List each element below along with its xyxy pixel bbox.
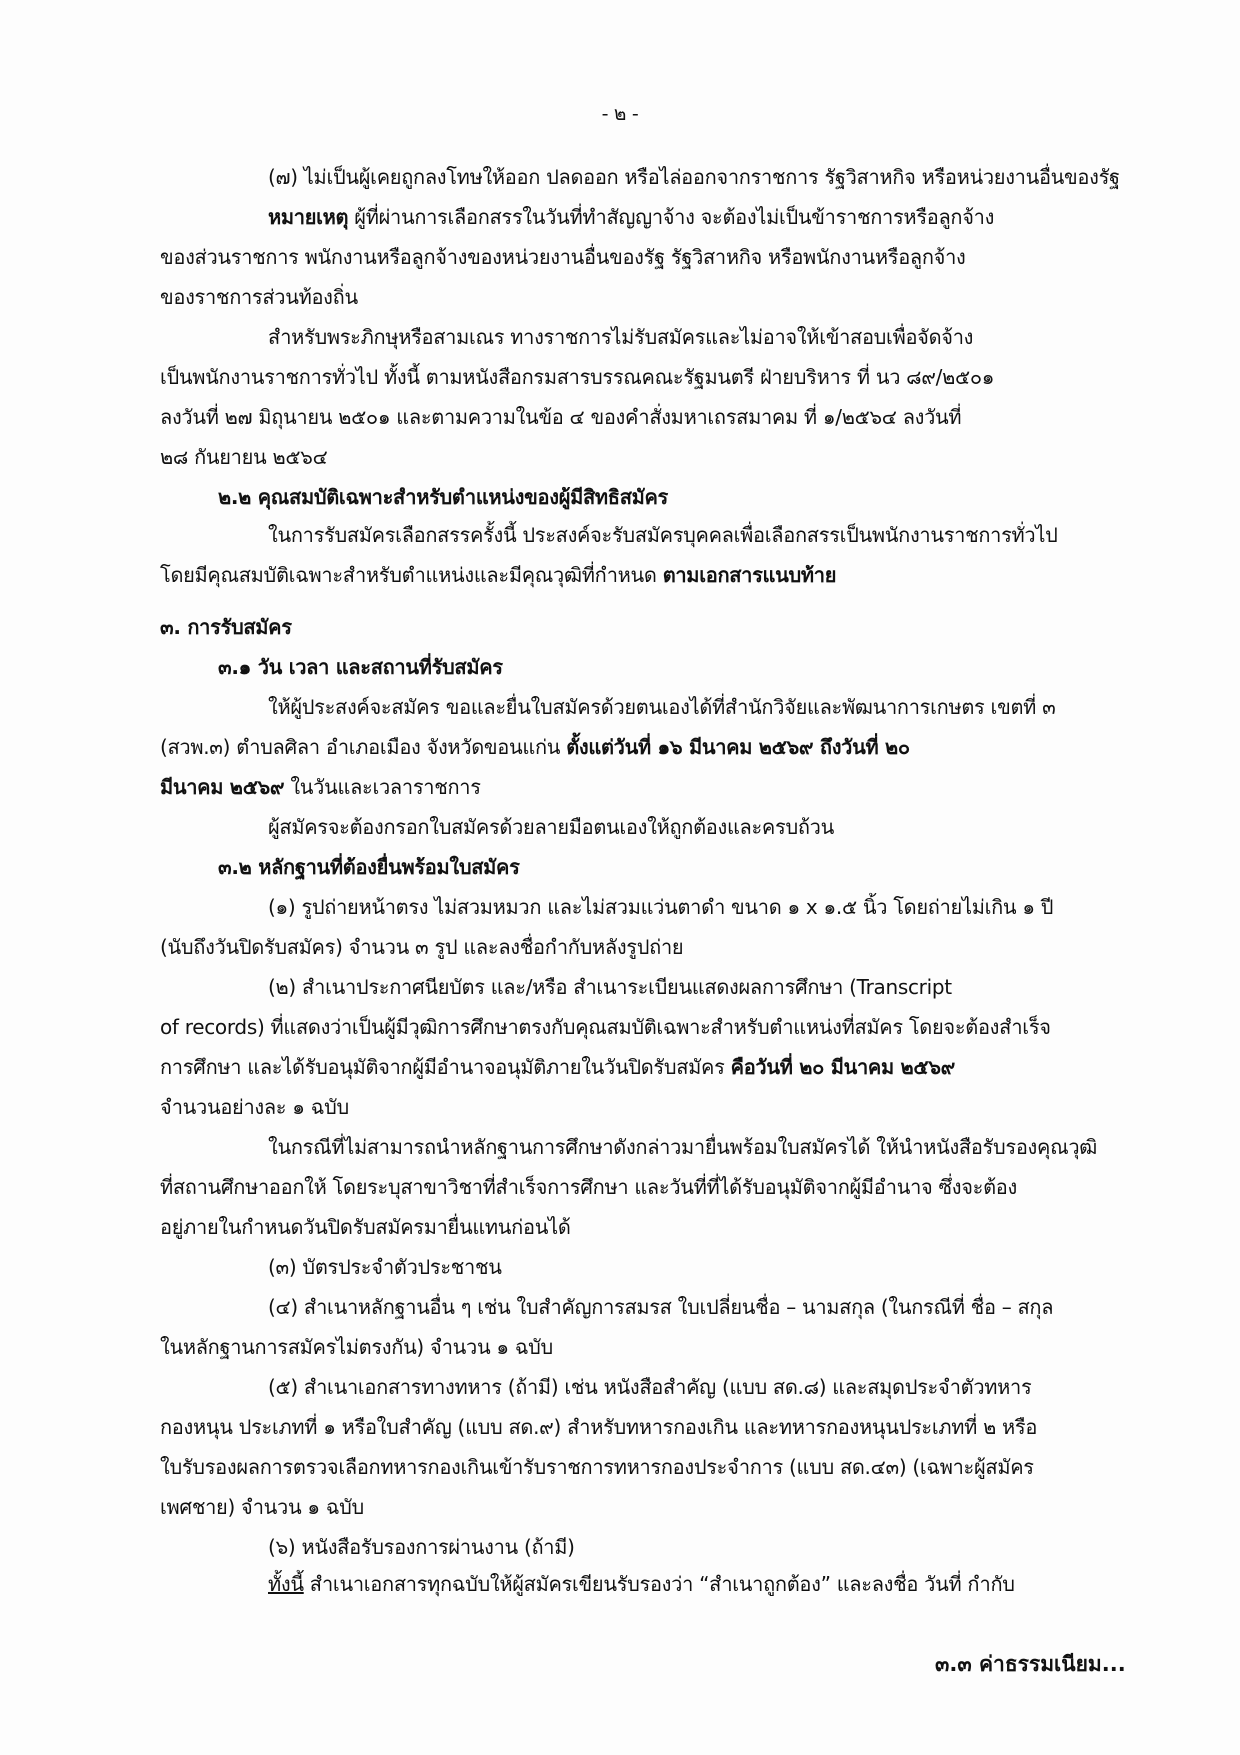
alt-para-line-1: ในกรณีที่ไม่สามารถนำหลักฐานการศึกษาดังกล่าวมายื่นพร้อมใบสมัครได้ ให้นำหนังสือรับรองคุณวุฒิ <box>268 1135 1098 1159</box>
office-hours-text: ในวันและเวลาราชการ <box>284 775 481 799</box>
section-2-2-line-2 <box>160 561 836 589</box>
section-3-2-heading: ๓.๒ หลักฐานที่ต้องยื่นพร้อมใบสมัคร <box>218 855 520 879</box>
closing-underlined: ทั้งนี้ <box>268 1572 304 1596</box>
item-2-line-3 <box>160 1053 955 1081</box>
item-5-line-3: ใบรับรองผลการตรวจเลือกทหารกองเกินเข้ารับราชการทหารกองประจำการ (แบบ สด.๔๓) (เฉพาะผู้สมัคร <box>160 1455 1034 1479</box>
alt-para-line-3: อยู่ภายในกำหนดวันปิดรับสมัครมายื่นแทนก่อนได้ <box>160 1215 571 1239</box>
application-end-date: มีนาคม ๒๕๖๙ <box>160 775 285 799</box>
section-2-2-line-1: ในการรับสมัครเลือกสรรครั้งนี้ ประสงค์จะรับสมัครบุคคลเพื่อเลือกสรรเป็นพนักงานราชการทั่วไป <box>268 523 1058 547</box>
item-5-line-4: เพศชาย) จำนวน ๑ ฉบับ <box>160 1495 364 1519</box>
item-5-line-2: กองหนุน ประเภทที่ ๑ หรือใบสำคัญ (แบบ สด.๙) สำหรับทหารกองเกิน และทหารกองหนุนประเภทที่ ๒ หรือ <box>160 1415 1038 1439</box>
note-line-1 <box>268 203 1130 231</box>
item-4-line-2: ในหลักฐานการสมัครไม่ตรงกัน) จำนวน ๑ ฉบับ <box>160 1335 553 1359</box>
section-3-1-line-1: ให้ผู้ประสงค์จะสมัคร ขอและยื่นใบสมัครด้วยตนเองได้ที่สำนักวิจัยและพัฒนาการเกษตร เขตที่ ๓ <box>268 695 1056 719</box>
section-2-2-heading: ๒.๒ คุณสมบัติเฉพาะสำหรับตำแหน่งของผู้มีสิทธิสมัคร <box>218 485 669 509</box>
monk-line-2: เป็นพนักงานราชการทั่วไป ทั้งนี้ ตามหนังสือกรมสารบรรณคณะรัฐมนตรี ฝ่ายบริหาร ที่ นว ๘๙/๒๕๐๑ <box>160 365 995 389</box>
item-2-line-1: (๒) สำเนาประกาศนียบัตร และ/หรือ สำเนาระเบียนแสดงผลการศึกษา (Transcript <box>268 975 952 999</box>
alt-para-line-2: ที่สถานศึกษาออกให้ โดยระบุสาขาวิชาที่สำเร็จการศึกษา และวันที่ที่ได้รับอนุมัติจากผู้มีอำนาจ ซึ่งจะต้อง <box>160 1175 1017 1199</box>
section-3-heading: ๓. การรับสมัคร <box>160 615 292 639</box>
application-period: ตั้งแต่วันที่ ๑๖ มีนาคม ๒๕๖๙ ถึงวันที่ ๒๐ <box>566 735 910 759</box>
monk-line-1: สำหรับพระภิกษุหรือสามเณร ทางราชการไม่รับสมัครและไม่อาจให้เข้าสอบเพื่อจัดจ้าง <box>268 325 974 349</box>
monk-line-4: ๒๘ กันยายน ๒๕๖๔ <box>160 445 328 469</box>
note-text-1: ผู้ที่ผ่านการเลือกสรรในวันที่ทำสัญญาจ้าง จะต้องไม่เป็นข้าราชการหรือลูกจ้าง <box>348 205 995 229</box>
closing-text: สำเนาเอกสารทุกฉบับให้ผู้สมัครเขียนรับรองว่า “สำเนาถูกต้อง” และลงชื่อ วันที่ กำกับ <box>303 1572 1015 1596</box>
page-number: - ๒ - <box>601 103 639 125</box>
item-6: (๖) หนังสือรับรองการผ่านงาน (ถ้ามี) <box>268 1535 575 1559</box>
attachment-reference: ตามเอกสารแนบท้าย <box>662 563 837 587</box>
section-3-1-line-2 <box>160 733 910 761</box>
section-2-2-text: โดยมีคุณสมบัติเฉพาะสำหรับตำแหน่งและมีคุณวุฒิที่กำหนด <box>160 563 663 587</box>
closing-date: คือวันที่ ๒๐ มีนาคม ๒๕๖๙ <box>730 1055 956 1079</box>
location-text: (สวพ.๓) ตำบลศิลา อำเภอเมือง จังหวัดขอนแก่น <box>160 735 567 759</box>
item-3: (๓) บัตรประจำตัวประชาชน <box>268 1255 502 1279</box>
note-line-3: ของราชการส่วนท้องถิ่น <box>160 285 358 309</box>
continuation-marker: ๓.๓ ค่าธรรมเนียม... <box>935 1652 1126 1676</box>
note-line-2: ของส่วนราชการ พนักงานหรือลูกจ้างของหน่วยงานอื่นของรัฐ รัฐวิสาหกิจ หรือพนักงานหรือลูกจ้าง <box>160 245 966 269</box>
monk-line-3: ลงวันที่ ๒๗ มิถุนายน ๒๕๐๑ และตามความในข้อ ๔ ของคำสั่งมหาเถรสมาคม ที่ ๑/๒๕๖๔ ลงวันที่ <box>160 405 962 429</box>
item-2-line-2: of records) ที่แสดงว่าเป็นผู้มีวุฒิการศึกษาตรงกับคุณสมบัติเฉพาะสำหรับตำแหน่งที่สมัคร โดยจะต้องสำเร็จ <box>160 1015 1051 1039</box>
item-4-line-1: (๔) สำเนาหลักฐานอื่น ๆ เช่น ใบสำคัญการสมรส ใบเปลี่ยนชื่อ – นามสกุล (ในกรณีที่ ชื่อ – สกุล <box>268 1295 1054 1319</box>
section-3-1-line-3 <box>160 773 481 801</box>
item-1-line-2: (นับถึงวันปิดรับสมัคร) จำนวน ๓ รูป และลงชื่อกำกับหลังรูปถ่าย <box>160 935 684 959</box>
item-7: (๗) ไม่เป็นผู้เคยถูกลงโทษให้ออก ปลดออก หรือไล่ออกจากราชการ รัฐวิสาหกิจ หรือหน่วยงานอื่นของรัฐ <box>268 165 1120 189</box>
approval-text: การศึกษา และได้รับอนุมัติจากผู้มีอำนาจอนุมัติภายในวันปิดรับสมัคร <box>160 1055 731 1079</box>
closing-note <box>268 1570 1015 1598</box>
item-1-line-1: (๑) รูปถ่ายหน้าตรง ไม่สวมหมวก และไม่สวมแว่นตาดำ ขนาด ๑ x ๑.๕ นิ้ว โดยถ่ายไม่เกิน ๑ ปี <box>268 895 1054 919</box>
item-5-line-1: (๕) สำเนาเอกสารทางทหาร (ถ้ามี) เช่น หนังสือสำคัญ (แบบ สด.๘) และสมุดประจำตัวทหาร <box>268 1375 1032 1399</box>
section-3-1-heading: ๓.๑ วัน เวลา และสถานที่รับสมัคร <box>218 655 503 679</box>
note-label: หมายเหตุ <box>268 205 349 229</box>
item-2-line-4: จำนวนอย่างละ ๑ ฉบับ <box>160 1095 349 1119</box>
section-3-1-line-4: ผู้สมัครจะต้องกรอกใบสมัครด้วยลายมือตนเองให้ถูกต้องและครบถ้วน <box>268 815 834 839</box>
